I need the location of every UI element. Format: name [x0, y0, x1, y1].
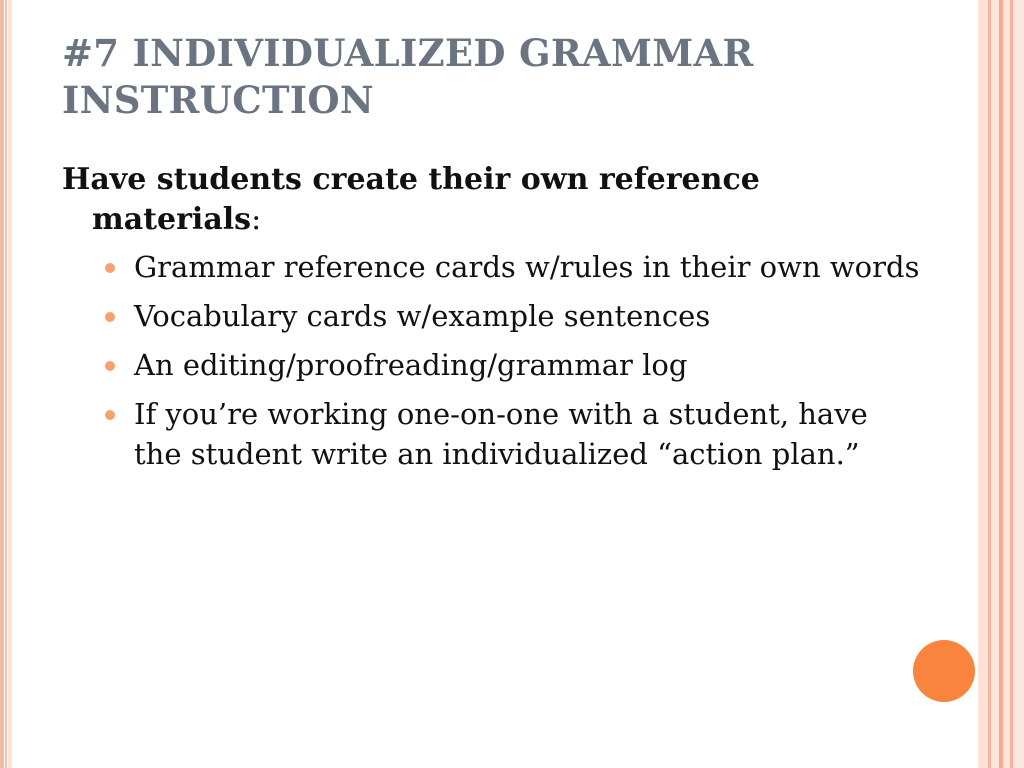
right-border-stripe [1003, 0, 1010, 768]
bullet-dot-icon [105, 361, 115, 371]
right-border-stripe [991, 0, 999, 768]
bullet-list [62, 247, 922, 474]
decorative-circle [913, 640, 975, 702]
left-border-stripe [8, 0, 12, 768]
bullet-text: If you’re working one-on-one with a student, have the student write an individualized “action plan.” [134, 397, 868, 471]
right-border-stripe [978, 0, 988, 768]
bullet-item [134, 394, 922, 474]
bullet-text: An editing/proofreading/grammar log [134, 348, 688, 382]
bullet-dot-icon [105, 312, 115, 322]
bullet-dot-icon [105, 263, 115, 273]
bullet-item [134, 247, 922, 287]
bullet-item [134, 296, 922, 336]
bullet-item [134, 345, 922, 385]
bullet-text: Grammar reference cards w/rules in their own words [134, 250, 920, 284]
bullet-dot-icon [105, 410, 115, 420]
right-border-stripe [1013, 0, 1024, 768]
slide-title: #7 INDIVIDUALIZED GRAMMAR INSTRUCTION [62, 31, 754, 122]
left-border-stripe [5, 0, 7, 768]
lead-colon: : [251, 202, 262, 237]
slide-body [62, 160, 922, 483]
lead-text: Have students create their own reference materials [62, 162, 760, 237]
lead-paragraph [62, 160, 922, 240]
bullet-text: Vocabulary cards w/example sentences [134, 299, 711, 333]
left-border-stripe [0, 0, 4, 768]
